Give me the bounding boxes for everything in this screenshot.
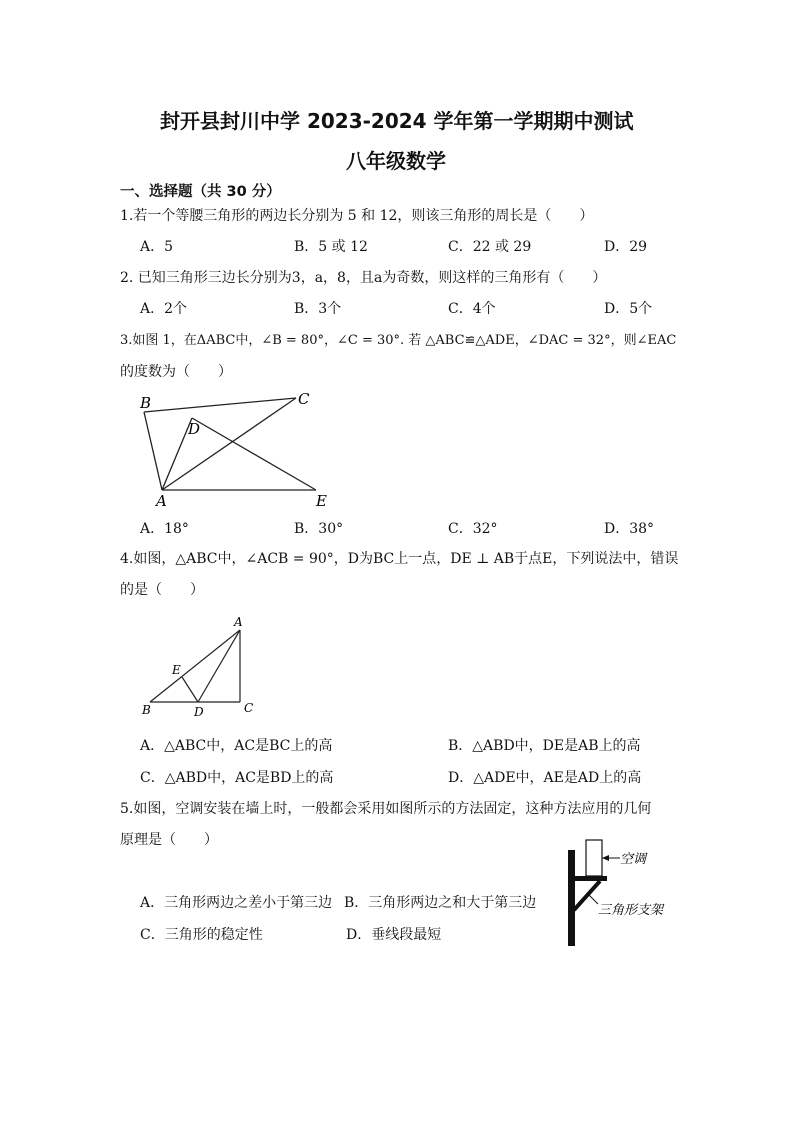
question-3-line-1: 3.如图 1，在ΔABC中，∠B = 80°，∠C = 30°. 若 △ABC≌△ADE，∠DAC = 32°，则∠EAC bbox=[120, 333, 677, 348]
section-heading: 一、选择题（共 30 分） bbox=[120, 184, 281, 200]
air-conditioner-unit bbox=[586, 840, 602, 876]
q1-option-c[interactable]: C．22 或 29 bbox=[448, 239, 532, 255]
q2-option-a[interactable]: A．2个 bbox=[140, 301, 188, 317]
fig3-label-ac: 空调 bbox=[620, 852, 647, 867]
q1-option-d[interactable]: D．29 bbox=[604, 239, 648, 255]
fig2-label-e: E bbox=[172, 663, 181, 677]
fig2-label-b: B bbox=[142, 703, 151, 717]
page-subtitle: 八年级数学 bbox=[346, 149, 446, 173]
question-4-line-1: 4.如图，△ABC中，∠ACB = 90°，D为BC上一点，DE ⊥ AB于点E，下列说法中，错误 bbox=[120, 551, 679, 567]
fig2-label-c: C bbox=[244, 701, 254, 715]
q4-option-b[interactable]: B．△ABD中，DE是AB上的高 bbox=[448, 738, 641, 754]
fig2-label-d: D bbox=[194, 705, 204, 719]
q4-option-c[interactable]: C．△ABD中，AC是BD上的高 bbox=[140, 770, 334, 786]
q3-option-a[interactable]: A．18° bbox=[140, 521, 189, 537]
question-4-line-2: 的是（ ） bbox=[120, 582, 204, 598]
page-title: 封开县封川中学 2023-2024 学年第一学期期中测试 bbox=[160, 109, 634, 133]
q1-option-a[interactable]: A．5 bbox=[140, 239, 174, 255]
q2-option-c[interactable]: C．4个 bbox=[448, 301, 496, 317]
fig1-label-a: A bbox=[156, 492, 167, 510]
question-5-line-1: 5.如图，空调安装在墙上时，一般都会采用如图所示的方法固定，这种方法应用的几何 bbox=[120, 801, 652, 817]
q3-option-d[interactable]: D．38° bbox=[604, 521, 655, 537]
bracket-shelf bbox=[575, 876, 607, 881]
fig3-label-bracket: 三角形支架 bbox=[598, 903, 664, 918]
q3-option-c[interactable]: C．32° bbox=[448, 521, 498, 537]
fig1-label-d: D bbox=[188, 420, 201, 438]
q5-option-d[interactable]: D．垂线段最短 bbox=[346, 927, 442, 943]
question-3-line-2: 的度数为（ ） bbox=[120, 364, 232, 380]
question-5-line-2: 原理是（ ） bbox=[120, 832, 218, 848]
question-1: 1.若一个等腰三角形的两边长分别为 5 和 12，则该三角形的周长是（ ） bbox=[120, 208, 594, 224]
figure-1-triangles bbox=[136, 388, 346, 510]
q1-option-b[interactable]: B．5 或 12 bbox=[294, 239, 368, 255]
figure-3-ac-bracket bbox=[560, 836, 700, 950]
q3-option-b[interactable]: B．30° bbox=[294, 521, 344, 537]
q2-option-b[interactable]: B．3个 bbox=[294, 301, 342, 317]
question-2: 2. 已知三角形三边长分别为3，a，8，且a为奇数，则这样的三角形有（ ） bbox=[120, 270, 607, 286]
fig2-label-a: A bbox=[234, 615, 243, 629]
q4-option-a[interactable]: A．△ABC中，AC是BC上的高 bbox=[140, 738, 333, 754]
fig1-label-c: C bbox=[298, 390, 310, 408]
q4-option-d[interactable]: D．△ADE中，AE是AD上的高 bbox=[448, 770, 642, 786]
q2-option-d[interactable]: D．5个 bbox=[604, 301, 653, 317]
figure-2-right-triangle bbox=[138, 612, 264, 720]
fig1-label-e: E bbox=[316, 492, 327, 510]
fig1-label-b: B bbox=[140, 394, 152, 412]
wall bbox=[568, 850, 575, 946]
q5-option-a[interactable]: A．三角形两边之差小于第三边 bbox=[140, 895, 333, 911]
q5-option-b[interactable]: B．三角形两边之和大于第三边 bbox=[344, 895, 537, 911]
q5-option-c[interactable]: C．三角形的稳定性 bbox=[140, 927, 263, 943]
